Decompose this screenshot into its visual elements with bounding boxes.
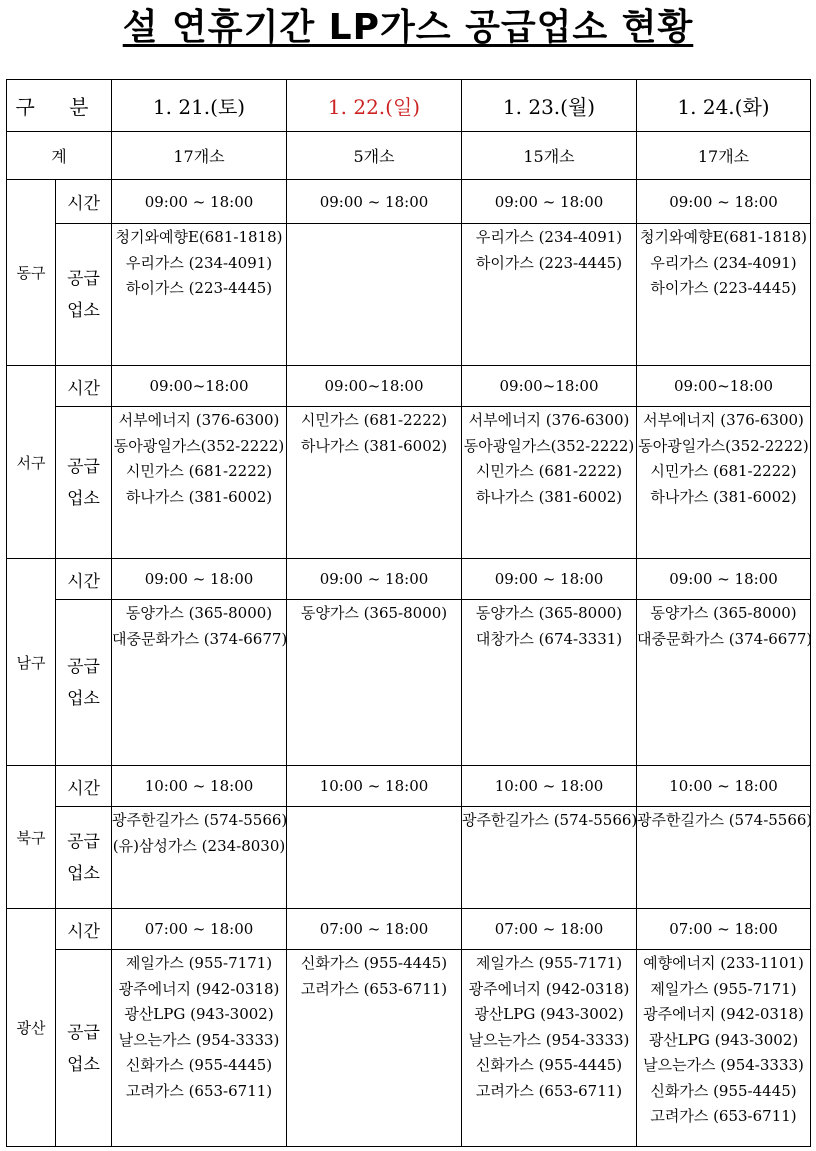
supplier-entry: 광산LPG (943-3002): [648, 1030, 799, 1049]
supplier-entry: 고려가스 (653-6711): [475, 1081, 623, 1100]
supplier-entry: 대중문화가스 (374-6677): [637, 629, 813, 648]
supplier-entry: 날으는가스 (954-3333): [643, 1056, 804, 1074]
supplier-entry: 고려가스 (653-6711): [125, 1081, 273, 1100]
supplier-entry: 우리가스 (234-4091): [650, 253, 797, 272]
operating-hours-cell: 09:00~18:00: [462, 366, 637, 407]
document-title: [0, 2, 816, 54]
supplier-entry: 시민가스 (681-2222): [300, 411, 448, 429]
supplier-label: [56, 807, 112, 909]
supplier-entry: 시민가스 (681-2222): [125, 462, 273, 480]
supplier-entry: 제일가스 (955-7171): [475, 954, 623, 972]
operating-hours-cell: 09:00 ~ 18:00: [462, 180, 637, 224]
supplier-entry: 동양가스 (365-8000): [300, 604, 448, 622]
district-time-row: [7, 366, 811, 407]
document-title-text: 설 연휴기간 LP가스 공급업소 현황: [122, 7, 694, 48]
header-gubun: 구 분: [7, 80, 112, 132]
supplier-entry: 고려가스 (653-6711): [650, 1107, 797, 1125]
supplier-entry: 광주에너지 (942-0318): [468, 979, 630, 998]
operating-hours-cell: 09:00 ~ 18:00: [112, 180, 287, 224]
district-name: 북구: [7, 766, 56, 909]
supplier-list-cell: [287, 600, 462, 766]
supplier-entry: 하나가스 (381-6002): [300, 436, 448, 455]
supplier-label-text: 공급 업소: [67, 1022, 100, 1075]
count-row: [7, 132, 811, 180]
supplier-label-text: 공급 업소: [67, 832, 100, 884]
district-time-row: [7, 909, 811, 950]
supplier-list-cell: [637, 407, 811, 559]
header-date-1: 1. 21.(토): [112, 80, 287, 132]
supplier-entry: 고려가스 (653-6711): [300, 979, 448, 998]
district-time-row: [7, 180, 811, 224]
supplier-entry: 광주한길가스 (574-5566): [637, 811, 813, 829]
supplier-list-cell: [462, 807, 637, 909]
count-value-3: 15개소: [462, 132, 637, 180]
count-value-4: 17개소: [637, 132, 811, 180]
supplier-entry: 광주에너지 (942-0318): [118, 979, 280, 998]
supplier-entry: 제일가스 (955-7171): [125, 954, 273, 972]
time-label: 시간: [56, 559, 112, 600]
supplier-entry: 날으는가스 (954-3333): [118, 1030, 280, 1049]
supplier-list-cell: [112, 807, 287, 909]
header-row: [7, 80, 811, 132]
district-time-row: [7, 559, 811, 600]
supplier-list-cell: [287, 950, 462, 1147]
supplier-label: [56, 950, 112, 1147]
supplier-entry: 시민가스 (681-2222): [650, 462, 797, 480]
count-label: 계: [7, 132, 112, 180]
district-supplier-row: [7, 807, 811, 909]
supplier-list-cell: [637, 224, 811, 366]
operating-hours-cell: 09:00 ~ 18:00: [112, 559, 287, 600]
supplier-entry: 하나가스 (381-6002): [125, 487, 273, 506]
supplier-entry: 동양가스 (365-8000): [475, 604, 623, 622]
supplier-entry: 서부에너지 (376-6300): [643, 411, 804, 429]
supplier-entry: 광주한길가스 (574-5566): [462, 811, 638, 829]
operating-hours-cell: 09:00 ~ 18:00: [287, 559, 462, 600]
header-date-3: 1. 23.(월): [462, 80, 637, 132]
supplier-entry: 광주한길가스 (574-5566): [112, 811, 288, 829]
supplier-label: [56, 407, 112, 559]
supplier-label-text: 공급 업소: [67, 269, 100, 321]
operating-hours-cell: 10:00 ~ 18:00: [637, 766, 811, 807]
district-supplier-row: [7, 224, 811, 366]
count-value-1: 17개소: [112, 132, 287, 180]
supplier-entry: (유)삼성가스 (234-8030): [112, 836, 286, 855]
supplier-list-cell: [287, 224, 462, 366]
supplier-list-cell: [462, 950, 637, 1147]
time-label: 시간: [56, 366, 112, 407]
time-label: 시간: [56, 180, 112, 224]
supplier-entry: 날으는가스 (954-3333): [468, 1030, 630, 1049]
supplier-list-cell: [112, 407, 287, 559]
supplier-entry: 우리가스 (234-4091): [125, 253, 273, 272]
supplier-entry: 하이가스 (223-4445): [475, 253, 623, 272]
supplier-entry: 예향에너지 (233-1101): [643, 954, 804, 972]
operating-hours-cell: 09:00~18:00: [637, 366, 811, 407]
operating-hours-cell: 09:00~18:00: [287, 366, 462, 407]
operating-hours-cell: 10:00 ~ 18:00: [112, 766, 287, 807]
supplier-label: [56, 600, 112, 766]
supplier-entry: 하이가스 (223-4445): [650, 279, 797, 297]
supplier-entry: 광주에너지 (942-0318): [643, 1005, 804, 1023]
operating-hours-cell: 09:00 ~ 18:00: [287, 180, 462, 224]
district-time-row: [7, 766, 811, 807]
supplier-list-cell: [112, 950, 287, 1147]
supplier-entry: 신화가스 (955-4445): [300, 954, 448, 972]
supplier-label-text: 공급 업소: [67, 457, 100, 509]
operating-hours-cell: 09:00 ~ 18:00: [462, 559, 637, 600]
supplier-list-cell: [287, 807, 462, 909]
header-date-4: 1. 24.(화): [637, 80, 811, 132]
operating-hours-cell: 07:00 ~ 18:00: [112, 909, 287, 950]
supplier-list-cell: [637, 950, 811, 1147]
supplier-entry: 서부에너지 (376-6300): [468, 411, 630, 429]
district-name: 동구: [7, 180, 56, 366]
district-name: 광산: [7, 909, 56, 1147]
supplier-entry: 신화가스 (955-4445): [125, 1056, 273, 1074]
supplier-entry: 동아광일가스(352-2222): [638, 436, 809, 455]
supplier-list-cell: [637, 600, 811, 766]
time-label: 시간: [56, 766, 112, 807]
operating-hours-cell: 07:00 ~ 18:00: [462, 909, 637, 950]
supplier-entry: 대창가스 (674-3331): [475, 629, 623, 648]
header-date-2: 1. 22.(일): [287, 80, 462, 132]
district-supplier-row: [7, 950, 811, 1147]
supplier-entry: 청기와예향E(681-1818): [115, 228, 283, 246]
district-name: 서구: [7, 366, 56, 559]
supplier-entry: 동양가스 (365-8000): [650, 604, 797, 622]
district-supplier-row: [7, 407, 811, 559]
supplier-entry: 서부에너지 (376-6300): [118, 411, 280, 429]
supplier-entry: 제일가스 (955-7171): [650, 979, 797, 998]
supplier-label-text: 공급 업소: [67, 657, 100, 709]
lpg-supplier-table: [6, 79, 811, 1147]
supplier-list-cell: [112, 600, 287, 766]
operating-hours-cell: 07:00 ~ 18:00: [287, 909, 462, 950]
supplier-entry: 신화가스 (955-4445): [650, 1081, 797, 1100]
operating-hours-cell: 07:00 ~ 18:00: [637, 909, 811, 950]
supplier-entry: 광산LPG (943-3002): [124, 1005, 274, 1023]
supplier-list-cell: [637, 807, 811, 909]
supplier-entry: 광산LPG (943-3002): [474, 1005, 624, 1023]
district-name: 남구: [7, 559, 56, 766]
supplier-entry: 청기와예향E(681-1818): [640, 228, 807, 246]
supplier-entry: 우리가스 (234-4091): [475, 228, 623, 246]
supplier-entry: 동아광일가스(352-2222): [463, 436, 635, 455]
supplier-entry: 하이가스 (223-4445): [125, 279, 273, 297]
supplier-entry: 신화가스 (955-4445): [475, 1056, 623, 1074]
operating-hours-cell: 09:00 ~ 18:00: [637, 559, 811, 600]
operating-hours-cell: 10:00 ~ 18:00: [287, 766, 462, 807]
supplier-entry: 대중문화가스 (374-6677): [112, 629, 288, 648]
supplier-entry: 하나가스 (381-6002): [650, 487, 797, 506]
supplier-entry: 시민가스 (681-2222): [475, 462, 623, 480]
supplier-list-cell: [112, 224, 287, 366]
supplier-label: [56, 224, 112, 366]
supplier-entry: 동아광일가스(352-2222): [113, 436, 285, 455]
supplier-entry: 하나가스 (381-6002): [475, 487, 623, 506]
supplier-list-cell: [462, 600, 637, 766]
count-value-2: 5개소: [287, 132, 462, 180]
supplier-list-cell: [287, 407, 462, 559]
supplier-entry: 동양가스 (365-8000): [125, 604, 273, 622]
time-label: 시간: [56, 909, 112, 950]
supplier-list-cell: [462, 224, 637, 366]
operating-hours-cell: 09:00 ~ 18:00: [637, 180, 811, 224]
operating-hours-cell: 09:00~18:00: [112, 366, 287, 407]
supplier-list-cell: [462, 407, 637, 559]
operating-hours-cell: 10:00 ~ 18:00: [462, 766, 637, 807]
district-supplier-row: [7, 600, 811, 766]
